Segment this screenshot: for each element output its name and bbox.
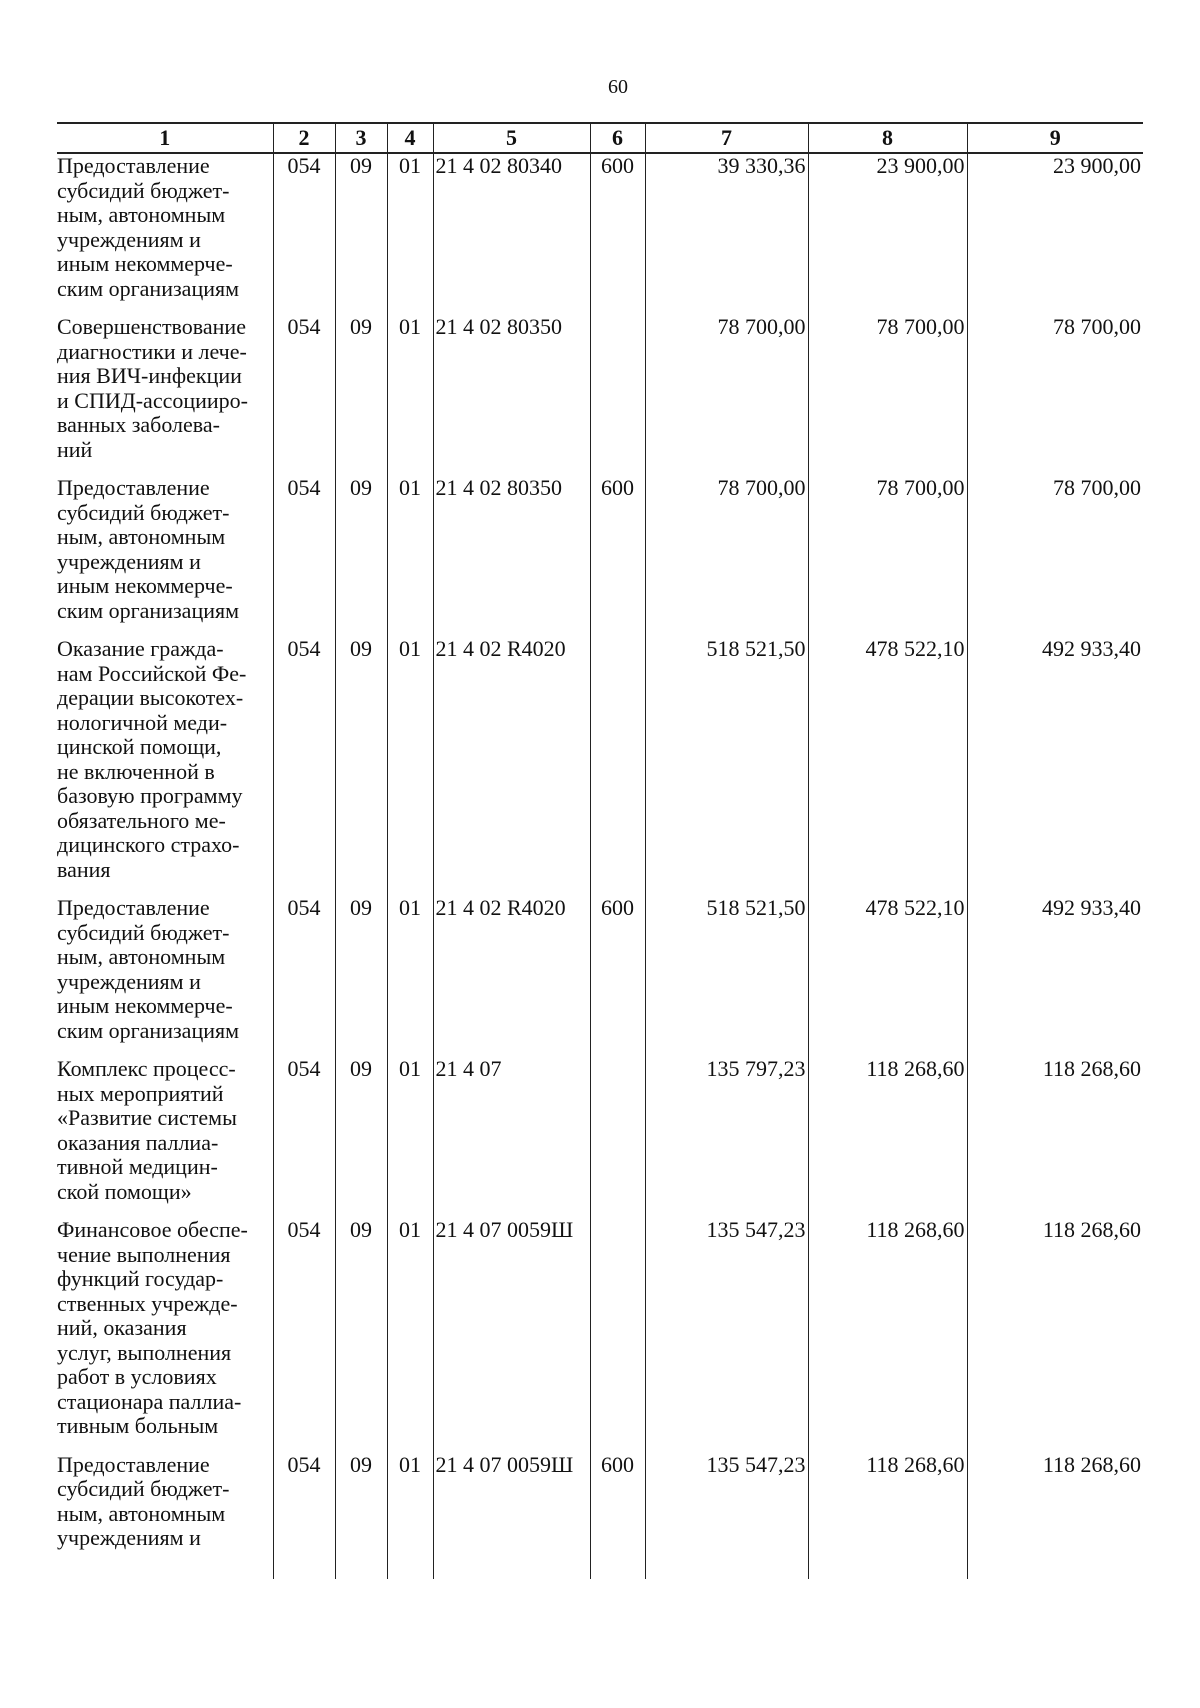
cell-expense-type <box>590 315 645 462</box>
cell-section: 09 <box>335 896 387 1043</box>
cell-amount-8: 478 522,10 <box>808 896 967 1043</box>
cell-ministry: 054 <box>273 1453 335 1579</box>
table-row <box>57 153 1143 301</box>
cell-target-article: 21 4 02 R4020 <box>433 637 590 882</box>
column-header: 8 <box>808 123 967 153</box>
cell-expense-type: 600 <box>590 476 645 623</box>
cell-amount-8: 78 700,00 <box>808 476 967 623</box>
cell-amount-7: 518 521,50 <box>645 896 808 1043</box>
cell-expense-type <box>590 637 645 882</box>
row-spacer <box>57 882 1143 896</box>
page-number: 60 <box>608 76 628 98</box>
cell-expense-type: 600 <box>590 896 645 1043</box>
row-name: Финансовое обеспе- чение выполнения функций государ- ственных учрежде- ний, оказания услуг, выполнения работ в условиях стационара паллиа- тивным больным <box>57 1217 248 1438</box>
table-row <box>57 637 1143 882</box>
row-name: Совершенствование диагностики и лече- ния ВИЧ-инфекции и СПИД-ассоцииро- ванных заболева- ний <box>57 314 248 462</box>
cell-section: 09 <box>335 315 387 462</box>
column-header: 1 <box>57 123 273 153</box>
cell-section: 09 <box>335 476 387 623</box>
table-row <box>57 1453 1143 1579</box>
row-spacer <box>57 1439 1143 1453</box>
cell-subsection: 01 <box>387 315 433 462</box>
column-header: 4 <box>387 123 433 153</box>
cell-ministry: 054 <box>273 896 335 1043</box>
table-row <box>57 315 1143 462</box>
budget-table <box>57 122 1143 1579</box>
header-row <box>57 123 1143 153</box>
row-spacer <box>57 623 1143 637</box>
cell-section: 09 <box>335 1453 387 1579</box>
cell-amount-8: 478 522,10 <box>808 637 967 882</box>
column-header: 2 <box>273 123 335 153</box>
cell-subsection: 01 <box>387 1057 433 1204</box>
cell-amount-7: 135 547,23 <box>645 1453 808 1579</box>
column-header: 9 <box>967 123 1143 153</box>
cell-amount-7: 518 521,50 <box>645 637 808 882</box>
cell-section: 09 <box>335 153 387 301</box>
cell-section: 09 <box>335 1218 387 1439</box>
row-name: Предоставление субсидий бюджет- ным, автономным учреждениям и <box>57 1451 230 1550</box>
column-header: 5 <box>433 123 590 153</box>
row-spacer <box>57 301 1143 315</box>
cell-amount-8: 118 268,60 <box>808 1453 967 1579</box>
cell-subsection: 01 <box>387 1453 433 1579</box>
cell-amount-9: 492 933,40 <box>967 896 1143 1043</box>
cell-amount-8: 78 700,00 <box>808 315 967 462</box>
column-header: 7 <box>645 123 808 153</box>
cell-subsection: 01 <box>387 476 433 623</box>
column-header: 6 <box>590 123 645 153</box>
cell-ministry: 054 <box>273 153 335 301</box>
table-row <box>57 896 1143 1043</box>
cell-amount-9: 78 700,00 <box>967 476 1143 623</box>
cell-expense-type <box>590 1057 645 1204</box>
table-row <box>57 476 1143 623</box>
cell-target-article: 21 4 02 R4020 <box>433 896 590 1043</box>
cell-target-article: 21 4 02 80340 <box>433 153 590 301</box>
cell-ministry: 054 <box>273 637 335 882</box>
row-name: Предоставление субсидий бюджет- ным, автономным учреждениям и иным некоммерче- ским организациям <box>57 895 240 1043</box>
cell-subsection: 01 <box>387 153 433 301</box>
cell-target-article: 21 4 02 80350 <box>433 476 590 623</box>
table-row <box>57 1057 1143 1204</box>
cell-amount-7: 135 797,23 <box>645 1057 808 1204</box>
cell-target-article: 21 4 07 0059Ш <box>433 1453 590 1579</box>
cell-amount-9: 118 268,60 <box>967 1057 1143 1204</box>
cell-section: 09 <box>335 1057 387 1204</box>
cell-subsection: 01 <box>387 896 433 1043</box>
cell-ministry: 054 <box>273 476 335 623</box>
cell-target-article: 21 4 07 0059Ш <box>433 1218 590 1439</box>
cell-amount-9: 118 268,60 <box>967 1218 1143 1439</box>
cell-ministry: 054 <box>273 1218 335 1439</box>
cell-target-article: 21 4 07 <box>433 1057 590 1204</box>
cell-section: 09 <box>335 637 387 882</box>
cell-amount-9: 492 933,40 <box>967 637 1143 882</box>
row-spacer <box>57 1043 1143 1057</box>
row-name: Комплекс процесс- ных мероприятий «Развитие системы оказания паллиа- тивной медицин- ской помощи» <box>57 1056 237 1204</box>
cell-amount-7: 78 700,00 <box>645 315 808 462</box>
cell-ministry: 054 <box>273 1057 335 1204</box>
row-name: Предоставление субсидий бюджет- ным, автономным учреждениям и иным некоммерче- ским организациям <box>57 475 240 623</box>
cell-ministry: 054 <box>273 315 335 462</box>
cell-expense-type: 600 <box>590 153 645 301</box>
row-name: Оказание гражда- нам Российской Фе- дерации высокотех- нологичной меди- цинской помощи, не включенной в базовую программу обязательного ме- дицинского страхо- вания <box>57 636 247 882</box>
table-row <box>57 1218 1143 1439</box>
cell-amount-7: 135 547,23 <box>645 1218 808 1439</box>
cell-amount-8: 118 268,60 <box>808 1218 967 1439</box>
cell-target-article: 21 4 02 80350 <box>433 315 590 462</box>
cell-amount-9: 23 900,00 <box>967 153 1143 301</box>
cell-amount-7: 78 700,00 <box>645 476 808 623</box>
cell-expense-type <box>590 1218 645 1439</box>
row-spacer <box>57 462 1143 476</box>
cell-expense-type: 600 <box>590 1453 645 1579</box>
cell-amount-8: 23 900,00 <box>808 153 967 301</box>
cell-subsection: 01 <box>387 1218 433 1439</box>
cell-amount-9: 118 268,60 <box>967 1453 1143 1579</box>
cell-amount-9: 78 700,00 <box>967 315 1143 462</box>
column-header: 3 <box>335 123 387 153</box>
cell-amount-8: 118 268,60 <box>808 1057 967 1204</box>
row-name: Предоставление субсидий бюджет- ным, автономным учреждениям и иным некоммерче- ским организациям <box>57 153 240 301</box>
row-spacer <box>57 1204 1143 1218</box>
cell-amount-7: 39 330,36 <box>645 153 808 301</box>
cell-subsection: 01 <box>387 637 433 882</box>
